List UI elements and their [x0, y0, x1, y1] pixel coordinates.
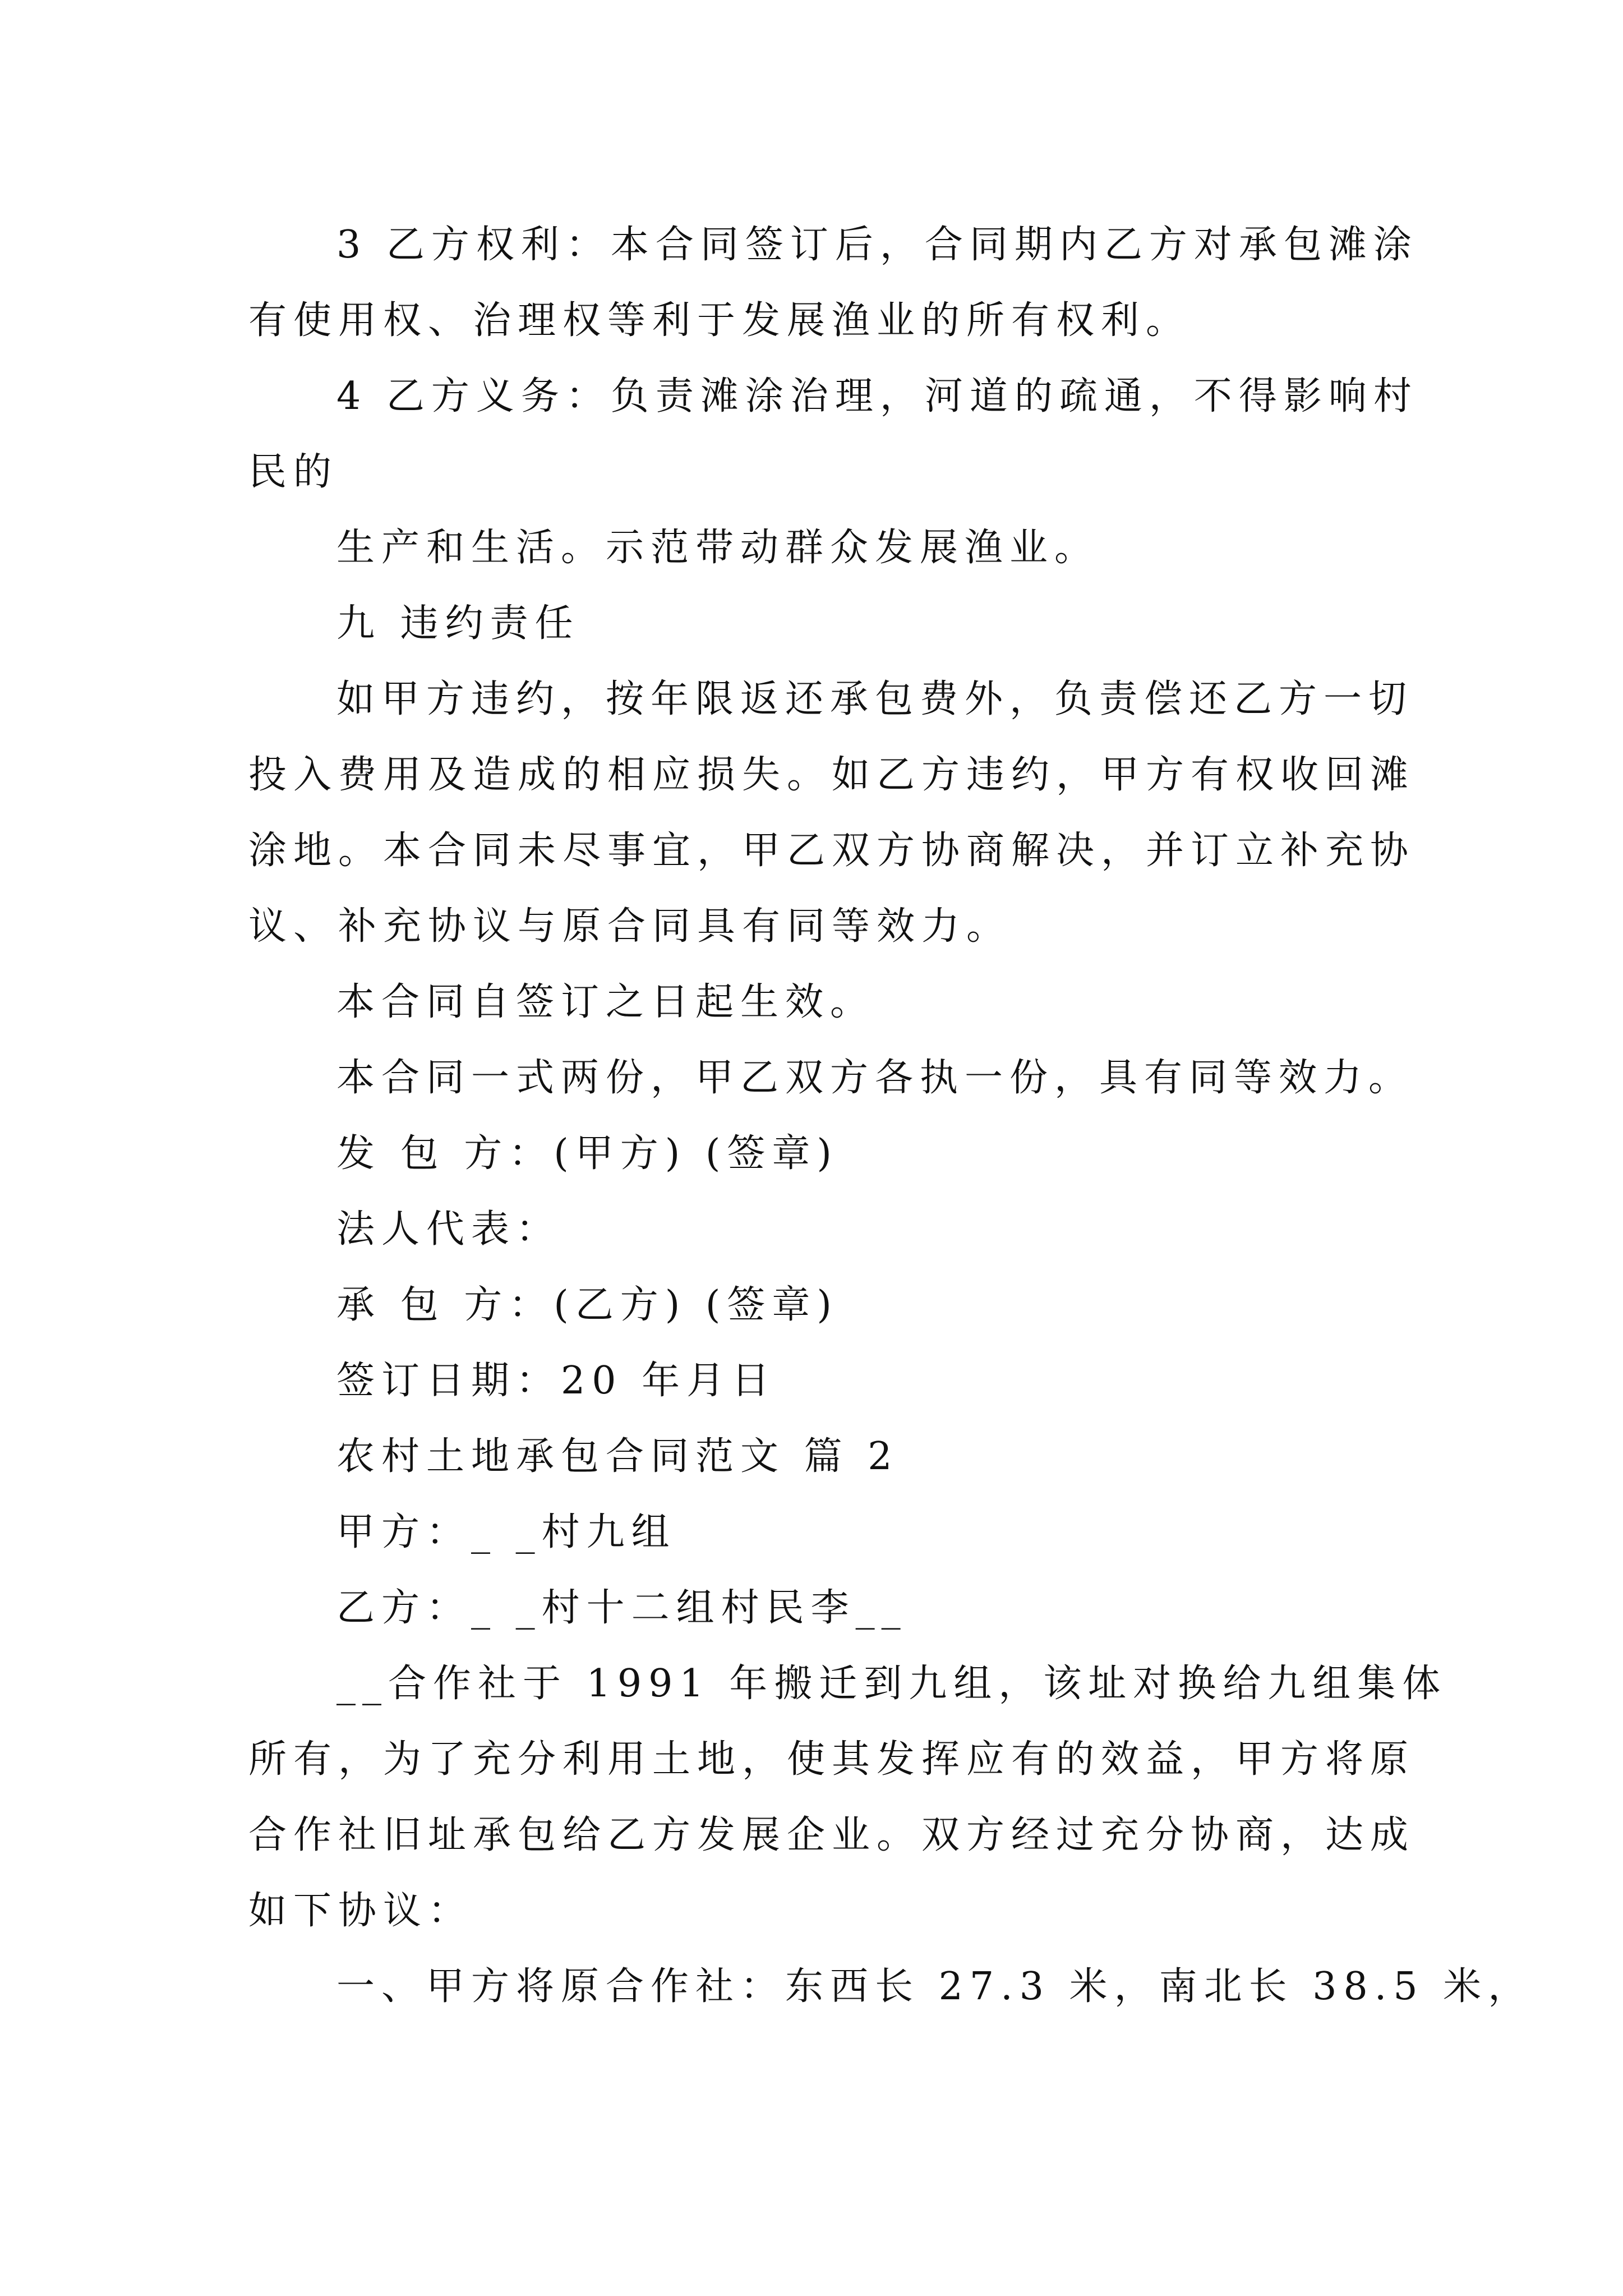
- paragraph-duties-line-1: 4 乙方义务：负责滩涂治理，河道的疏通，不得影响村: [336, 374, 1418, 418]
- clause-one-line-1: 一、甲方将原合作社：东西长 27.3 米，南北长 38.5 米，: [336, 1964, 1533, 2009]
- paragraph-background-line-1: __合作社于 1991 年搬迁到九组，该址对换给九组集体: [336, 1662, 1447, 1706]
- signature-contractor-issuer: 发 包 方：(甲方) (签章): [336, 1131, 838, 1176]
- copies-clause: 本合同一式两份，甲乙双方各执一份，具有同等效力。: [336, 1056, 1414, 1100]
- paragraph-rights-line-2: 有使用权、治理权等利于发展渔业的所有权利。: [248, 298, 1191, 343]
- party-b: 乙方：_ _村十二组村民李__: [336, 1586, 907, 1630]
- party-a: 甲方：_ _村九组: [336, 1510, 676, 1554]
- paragraph-background-line-4: 如下协议：: [248, 1889, 473, 1933]
- signature-contractor-receiver: 承 包 方：(乙方) (签章): [336, 1283, 838, 1327]
- paragraph-rights-line-1: 3 乙方权利：本合同签订后，合同期内乙方对承包滩涂: [336, 223, 1418, 267]
- paragraph-breach-line-1: 如甲方违约，按年限返还承包费外，负责偿还乙方一切: [336, 677, 1414, 721]
- signature-legal-representative: 法人代表：: [336, 1207, 561, 1251]
- paragraph-duties-line-2: 民的: [248, 450, 339, 494]
- paragraph-breach-line-4: 议、补充协议与原合同具有同等效力。: [248, 904, 1012, 949]
- document-title-part-2: 农村土地承包合同范文 篇 2: [336, 1434, 899, 1479]
- paragraph-duties-line-3: 生产和生活。示范带动群众发展渔业。: [336, 526, 1100, 570]
- section-heading-breach: 九 违约责任: [336, 601, 580, 646]
- effective-clause: 本合同自签订之日起生效。: [336, 980, 875, 1024]
- paragraph-breach-line-2: 投入费用及造成的相应损失。如乙方违约，甲方有权收回滩: [248, 753, 1415, 797]
- paragraph-breach-line-3: 涂地。本合同未尽事宜，甲乙双方协商解决，并订立补充协: [248, 829, 1415, 873]
- signing-date: 签订日期：20 年月日: [336, 1359, 777, 1403]
- paragraph-background-line-3: 合作社旧址承包给乙方发展企业。双方经过充分协商，达成: [248, 1813, 1415, 1857]
- paragraph-background-line-2: 所有，为了充分利用土地，使其发挥应有的效益，甲方将原: [248, 1737, 1415, 1782]
